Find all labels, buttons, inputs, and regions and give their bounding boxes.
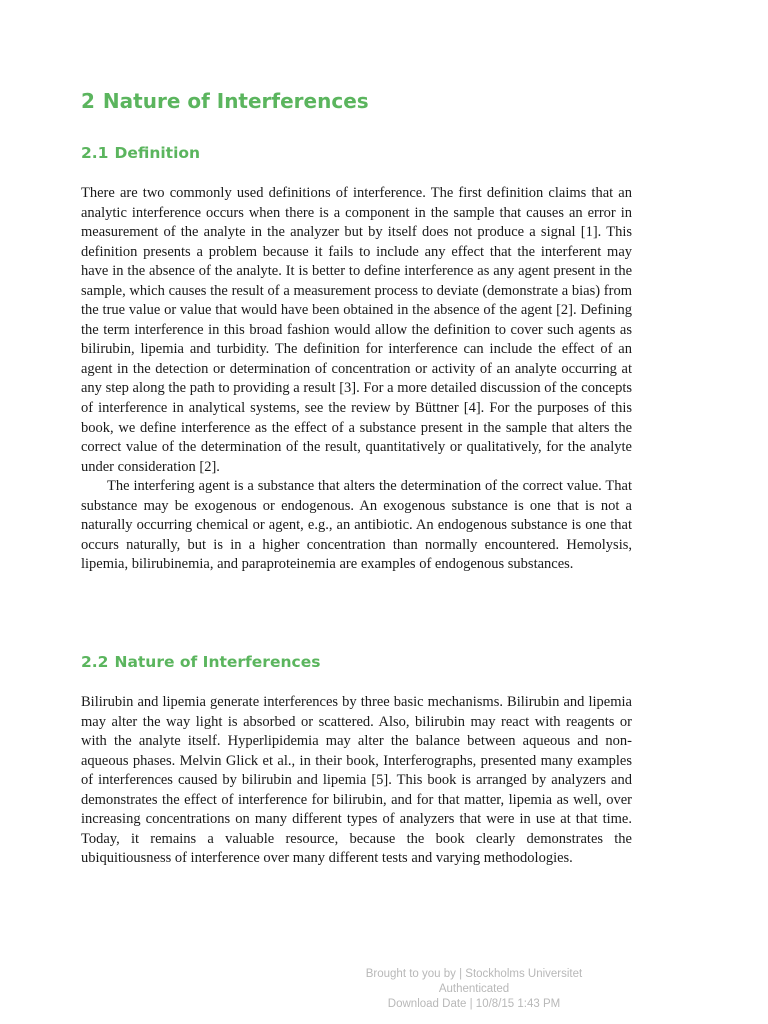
footer-line-auth: Authenticated (438, 983, 510, 995)
footer-line-date: Download Date | 10/8/15 1:43 PM (387, 998, 561, 1010)
section-body-nature (81, 693, 632, 869)
section-title-nature-of-interferences (81, 653, 320, 671)
chapter-title (81, 89, 369, 113)
section-title-text: Definition (114, 144, 201, 162)
footer-line-provider: Brought to you by | Stockholms Universitet (365, 968, 583, 980)
section-body-definition (81, 184, 632, 575)
paragraph: The interfering agent is a substance that alters the determination of the correct value. That substance may be exogenous or endogenous. An exogenous substance is one that is not a naturally occurring chemical or agent, e.g., an antibiotic. An endogenous substance is one that occurs naturally, but is in a higher concentration than normally encountered. Hemolysis, lipemia, bilirubinemia, and paraproteinemia are examples of endogenous substances. (81, 478, 632, 573)
paragraph: Bilirubin and lipemia generate interferences by three basic mechanisms. Bilirubin and lipemia may alter the way light is absorbed or scattered. Also, bilirubin may react with reagents or with the analyte itself. Hyperlipidemia may alter the balance between aqueous and non-aqueous phases. Melvin Glick et al., in their book, Interferographs, presented many examples of interferences caused by bilirubin and lipemia [5]. This book is arranged by analyzers and demonstrates the effect of interference for bilirubin, and for that matter, lipemia as well, over increasing concentrations on many different types of analyzers that were in use at that time. Today, it remains a valuable resource, because the book clearly demonstrates the ubiquitiousness of interference over many different tests and varying methodologies. (81, 694, 632, 867)
paragraph: There are two commonly used definitions of interference. The first definition claims that an analytic interference occurs when there is a component in the sample that causes an error in measurement of the analyte in the analyzer but by itself does not produce a signal [1]. This definition presents a problem because it fails to include any effect that the interferent may have in the absence of the analyte. It is better to define interference as any agent present in the sample, which causes the result of a measurement process to deviate (demonstrate a bias) from the true value or value that would have been obtained in the absence of the agent [2]. Defining the term interference in this broad fashion would allow the definition to cover such agents as bilirubin, lipemia and turbidity. The definition for interference can include the effect of an agent in the detection or determination of concentration or activity of an analyte occurring at any step along the path to providing a result [3]. For a more detailed discussion of the concepts of interference in analytical systems, see the review by Büttner [4]. For the purposes of this book, we define interference as the effect of a substance present in the sample that alters the correct value of the determination of the result, quantitatively or qualitatively, for the analyte under consideration [2]. (81, 185, 632, 475)
chapter-number: 2 (81, 89, 95, 113)
section-title-definition (81, 144, 200, 162)
chapter-title-text: Nature of Interferences (102, 89, 369, 113)
section-number: 2.1 (81, 144, 109, 162)
section-number: 2.2 (81, 653, 109, 671)
section-title-text: Nature of Interferences (114, 653, 321, 671)
download-watermark (340, 967, 608, 1012)
